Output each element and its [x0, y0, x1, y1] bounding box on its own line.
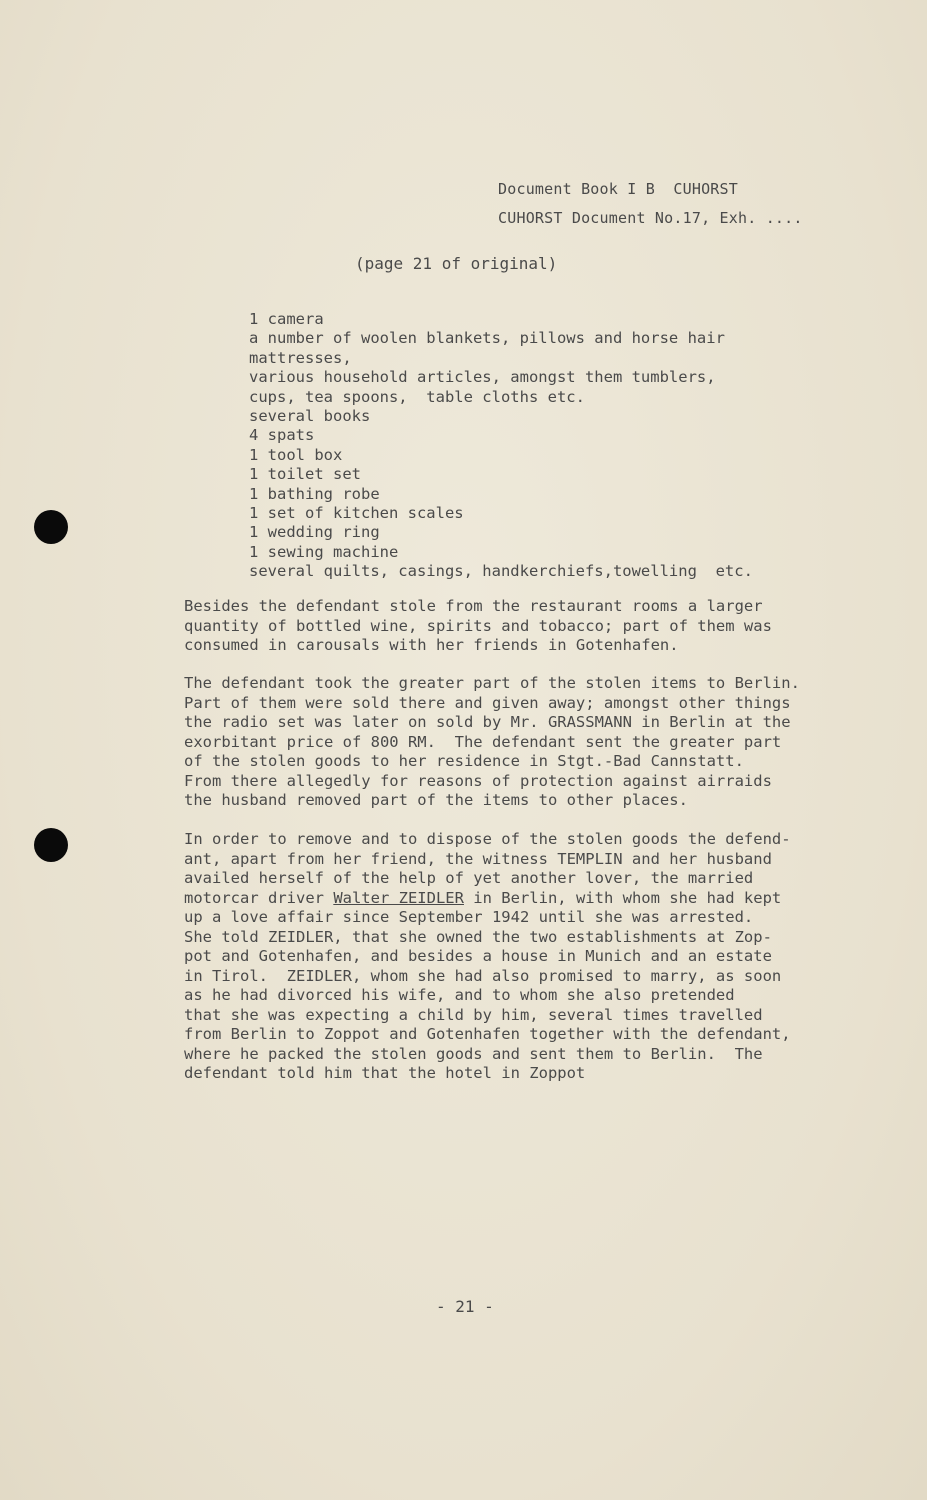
list-item: 1 camera — [249, 310, 324, 328]
text-line: the radio set was later on sold by Mr. GRASSMANN in Berlin at the — [184, 713, 791, 731]
text-line: From there allegedly for reasons of protection against airraids — [184, 771, 772, 790]
list-item: various household articles, amongst them tumblers, — [249, 368, 716, 387]
list-item: 1 bathing robe — [249, 484, 380, 503]
text-line: as he had divorced his wife, and to whom she also pretended — [184, 986, 735, 1004]
text-fragment: motorcar driver — [184, 888, 334, 907]
text-line: quantity of bottled wine, spirits and tobacco; part of them was — [184, 616, 772, 635]
text-line: pot and Gotenhafen, and besides a house in Munich and an estate — [184, 947, 772, 965]
list-item: a number of woolen blankets, pillows and horse hair — [249, 329, 725, 348]
page-reference: (page 21 of original) — [355, 254, 558, 273]
header-document-number: CUHORST Document No.17, Exh. .... — [498, 209, 803, 227]
paragraph-bottled-wine — [184, 597, 834, 656]
text-line: in Tirol. ZEIDLER, whom she had also promised to marry, as soon — [184, 966, 782, 985]
text-line: The defendant took the greater part of the stolen items to Berlin. — [184, 674, 800, 692]
text-fragment: in Berlin, with whom she had kept — [463, 888, 782, 907]
text-line: consumed in carousals with her friends in Gotenhafen. — [184, 636, 679, 654]
list-item: 1 tool box — [249, 445, 343, 464]
text-line: where he packed the stolen goods and sent them to Berlin. The — [184, 1044, 763, 1063]
text-line: defendant told him that the hotel in Zoppot — [184, 1064, 586, 1082]
text-line: In order to remove and to dispose of the stolen goods the defend- — [184, 830, 791, 848]
text-line: that she was expecting a child by him, several times travelled — [184, 1005, 763, 1024]
paragraph-items-to-berlin — [184, 674, 834, 811]
paragraph-zeidler — [184, 830, 834, 1084]
text-line: She told ZEIDLER, that she owned the two establishments at Zop- — [184, 927, 772, 946]
list-item: cups, tea spoons, table cloths etc. — [249, 387, 585, 406]
list-item: several quilts, casings, handkerchiefs,towelling etc. — [249, 562, 753, 581]
list-item: 1 set of kitchen scales — [249, 504, 464, 523]
text-line: Part of them were sold there and given away; amongst other things — [184, 693, 791, 712]
punch-hole-lower — [34, 828, 68, 862]
text-line: of the stolen goods to her residence in Stgt.-Bad Cannstatt. — [184, 752, 744, 770]
list-item: 1 wedding ring — [249, 523, 380, 542]
text-line: ant, apart from her friend, the witness TEMPLIN and her husband — [184, 849, 772, 868]
list-item: 1 sewing machine — [249, 542, 399, 561]
text-line: Besides the defendant stole from the restaurant rooms a larger — [184, 597, 763, 615]
punch-hole-upper — [34, 510, 68, 544]
text-line: from Berlin to Zoppot and Gotenhafen together with the defendant, — [184, 1025, 791, 1043]
underlined-name: Walter ZEIDLER — [333, 888, 464, 907]
text-line: availed herself of the help of yet another lover, the married — [184, 869, 754, 887]
list-item: 1 toilet set — [249, 465, 361, 484]
stolen-items-list — [249, 310, 753, 582]
list-item: 4 spats — [249, 426, 315, 445]
header-document-book: Document Book I B CUHORST — [498, 180, 738, 198]
text-line: the husband removed part of the items to other places. — [184, 791, 688, 809]
text-line: exorbitant price of 800 RM. The defendant sent the greater part — [184, 732, 782, 751]
page-number: - 21 - — [436, 1297, 494, 1316]
list-item: several books — [249, 407, 371, 426]
list-item: mattresses, — [249, 348, 352, 367]
text-line: up a love affair since September 1942 until she was arrested. — [184, 908, 754, 926]
text-line — [184, 889, 834, 909]
